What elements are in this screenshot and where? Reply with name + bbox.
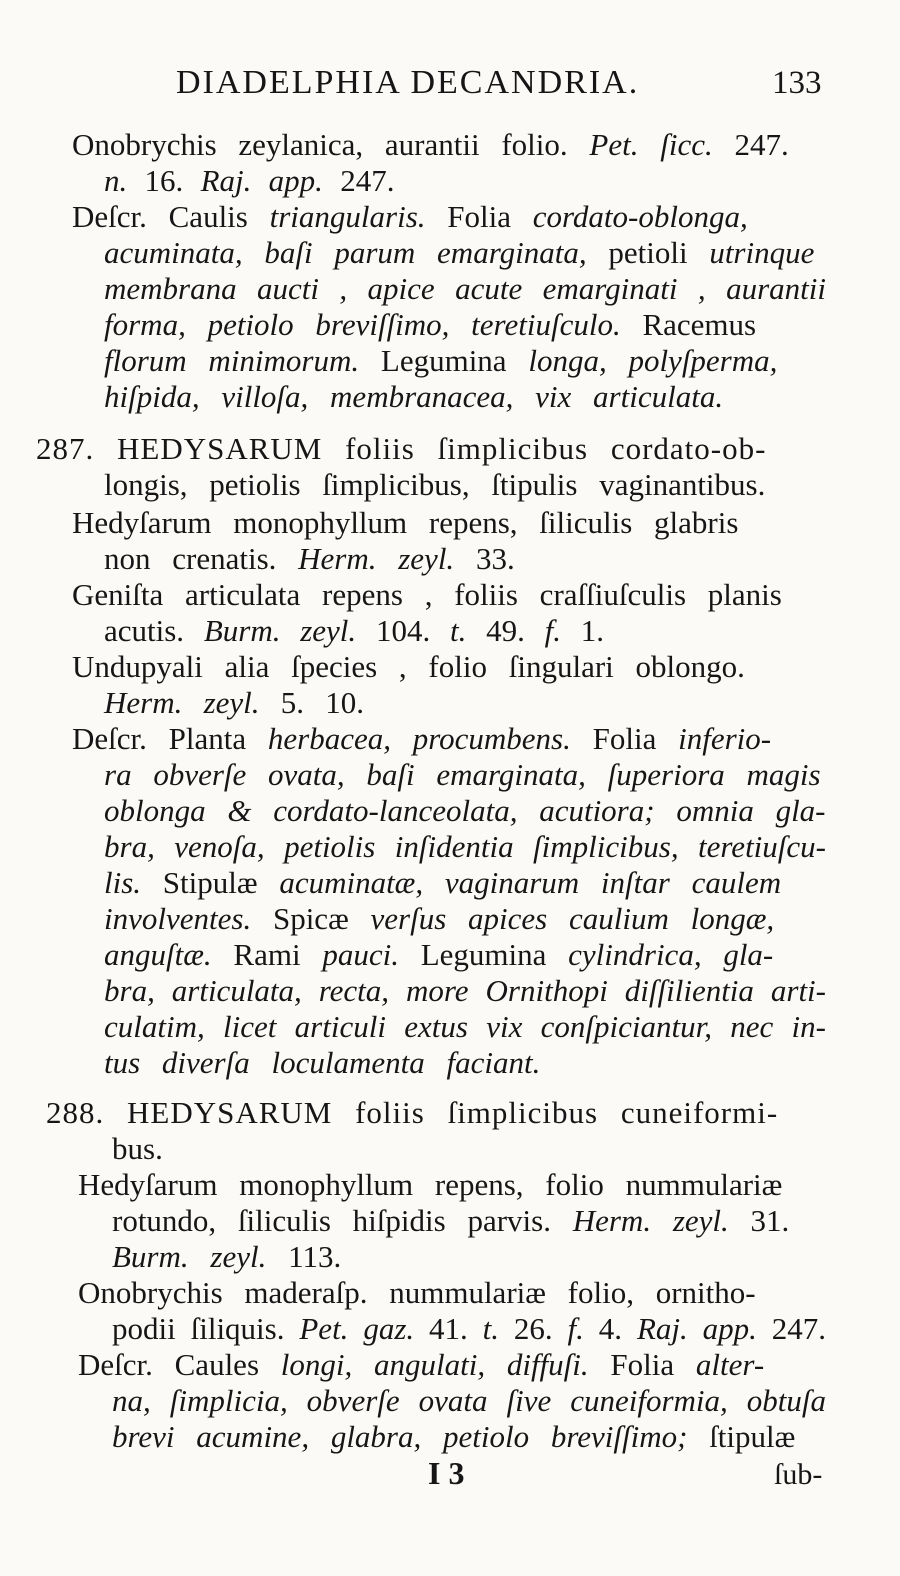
text-line [104, 378, 723, 416]
italic-run: longa, polyſperma, [528, 343, 778, 378]
italic-run: verſus apices caulium longæ, [370, 901, 775, 936]
italic-run: f. [567, 1311, 584, 1346]
roman-run: 5. 10. [259, 685, 364, 720]
signature-mark: I 3 [428, 1455, 465, 1491]
roman-run: 31. [728, 1203, 790, 1238]
italic-run: cylindrica, gla- [568, 937, 774, 972]
text-line [112, 1310, 826, 1348]
roman-run: 247. [712, 127, 789, 162]
roman-run: Stipulæ [141, 865, 280, 900]
text-line [72, 648, 745, 686]
running-title: DIADELPHIA DECANDRIA. [176, 64, 640, 101]
text-line [104, 270, 826, 308]
italic-run: florum minimorum. [104, 343, 360, 378]
italic-run: acuminata, baſi parum emarginata, [104, 235, 587, 270]
italic-run: Raj. app. [636, 1311, 757, 1346]
italic-run: bra, venoſa, petiolis inſidentia ſimplicibus, teretiuſcu- [104, 829, 826, 864]
roman-run: Folia [425, 199, 533, 234]
text-line [78, 1346, 764, 1384]
italic-run: cordato-oblonga, [532, 199, 748, 234]
text-line [104, 792, 826, 830]
entry-heading-287 [36, 430, 766, 468]
text-line [78, 1274, 756, 1312]
text-line [104, 900, 774, 938]
text-line [104, 1044, 540, 1082]
catchword: ſub- [774, 1458, 823, 1491]
italic-run: membrana aucti , apice acute emarginati , aurantii [104, 271, 826, 306]
roman-run: Legumina [398, 937, 569, 972]
italic-run: forma, petiolo breviſſimo, teretiuſculo. [104, 307, 621, 342]
italic-run: pauci. [322, 937, 399, 972]
roman-run: longis, petiolis ſimplicibus, ſtipulis vaginantibus. [104, 467, 766, 502]
roman-run: Deſcr. Planta [72, 721, 268, 756]
italic-run: Herm. zeyl. [104, 685, 260, 720]
italic-run: Raj. app. [200, 163, 323, 198]
roman-run: Racemus [620, 307, 757, 342]
italic-run: acuminatæ, vaginarum inſtar caulem [279, 865, 782, 900]
text-line [104, 972, 826, 1010]
roman-run: podii ſiliquis. [112, 1311, 300, 1346]
roman-run: Onobrychis maderaſp. nummulariæ folio, ornitho- [78, 1275, 756, 1310]
roman-run: Folia [588, 1347, 696, 1382]
italic-run: Pet. ſicc. [589, 127, 713, 162]
roman-run: petioli [586, 235, 710, 270]
roman-run: 247. [322, 163, 395, 198]
text-line [104, 756, 821, 794]
roman-run: Deſcr. Caulis [72, 199, 270, 234]
text-line [112, 1382, 826, 1420]
italic-run: lis. [104, 865, 142, 900]
italic-run: anguſtæ. [104, 937, 212, 972]
italic-run: t. [449, 613, 467, 648]
italic-run: t. [482, 1311, 500, 1346]
italic-run: Burm. zeyl. [112, 1239, 267, 1274]
text-line [104, 162, 394, 200]
roman-run: 113. [266, 1239, 342, 1274]
text-line [104, 540, 515, 578]
italic-run: Burm. zeyl. [203, 613, 357, 648]
italic-run: hiſpida, villoſa, membranacea, vix articulata. [104, 379, 724, 414]
roman-run: ſtipulæ [687, 1419, 796, 1454]
roman-run: 287. HEDYSARUM foliis ſimplicibus cordato-ob- [36, 431, 767, 466]
text-line [72, 198, 748, 236]
text-line [112, 1418, 795, 1456]
roman-run: rotundo, ſiliculis hiſpidis parvis. [112, 1203, 573, 1238]
italic-run: Pet. gaz. [299, 1311, 415, 1346]
italic-run: ra obverſe ovata, baſi emarginata, ſuperiora magis [104, 757, 821, 792]
text-line [104, 684, 364, 722]
roman-run: bus. [112, 1131, 163, 1166]
text-line [72, 720, 771, 758]
italic-run: longi, angulati, diffuſi. [280, 1347, 589, 1382]
roman-run: 104. [356, 613, 450, 648]
italic-run: f. [544, 613, 561, 648]
text-line [104, 828, 826, 866]
text-line [112, 1130, 163, 1168]
roman-run: Hedyſarum monophyllum repens, ſiliculis glabris [72, 505, 739, 540]
text-line [104, 1008, 826, 1046]
text-line [72, 126, 789, 164]
italic-run: utrinque [709, 235, 815, 270]
roman-run: Undupyali alia ſpecies , folio ſingulari oblongo. [72, 649, 745, 684]
roman-run: non crenatis. [104, 541, 299, 576]
italic-run: alter- [695, 1347, 765, 1382]
italic-run: inferio- [678, 721, 772, 756]
text-line [104, 306, 756, 344]
text-line [104, 234, 814, 272]
roman-run: Rami [211, 937, 323, 972]
italic-run: n. [104, 163, 128, 198]
text-line [104, 612, 604, 650]
italic-run: Herm. zeyl. [298, 541, 455, 576]
text-line [104, 342, 777, 380]
text-line [78, 1166, 782, 1204]
roman-run: 288. HEDYSARUM foliis ſimplicibus cuneiformi- [46, 1095, 779, 1130]
roman-run: 16. [127, 163, 201, 198]
text-line [112, 1202, 789, 1240]
text-line [104, 466, 765, 504]
roman-run: Legumina [359, 343, 529, 378]
roman-run: 26. [499, 1311, 568, 1346]
italic-run: brevi acumine, glabra, petiolo breviſſimo; [112, 1419, 688, 1454]
roman-run: Deſcr. Caules [78, 1347, 281, 1382]
roman-run: 41. [414, 1311, 483, 1346]
roman-run: Geniſta articulata repens , foliis craſſiuſculis planis [72, 577, 782, 612]
italic-run: bra, articulata, recta, more Ornithopi diſſilientia arti- [104, 973, 826, 1008]
italic-run: triangularis. [269, 199, 426, 234]
roman-run: acutis. [104, 613, 204, 648]
text-line [104, 936, 773, 974]
italic-run: herbacea, procumbens. [267, 721, 571, 756]
italic-run: oblonga & cordato-lanceolata, acutiora; omnia gla- [104, 793, 826, 828]
italic-run: involventes. [104, 901, 252, 936]
roman-run: Folia [570, 721, 679, 756]
italic-run: culatim, licet articuli extus vix conſpiciantur, nec in- [104, 1009, 826, 1044]
page-number: 133 [772, 65, 822, 101]
entry-heading-288 [46, 1094, 778, 1132]
text-line [72, 576, 782, 614]
roman-run: 49. [466, 613, 545, 648]
roman-run: 247. [756, 1311, 827, 1346]
text-line [104, 864, 781, 902]
roman-run: 4. [583, 1311, 637, 1346]
roman-run: Hedyſarum monophyllum repens, folio nummulariæ [78, 1167, 783, 1202]
roman-run: 1. [561, 613, 605, 648]
italic-run: Herm. zeyl. [572, 1203, 729, 1238]
text-line [112, 1238, 341, 1276]
roman-run: Onobrychis zeylanica, aurantii folio. [72, 127, 590, 162]
text-line [72, 504, 738, 542]
roman-run: 33. [454, 541, 515, 576]
italic-run: tus diverſa loculamenta faciant. [104, 1045, 541, 1080]
roman-run: Spicæ [251, 901, 371, 936]
italic-run: na, ſimplicia, obverſe ovata ſive cuneiformia, obtuſa [112, 1383, 826, 1418]
